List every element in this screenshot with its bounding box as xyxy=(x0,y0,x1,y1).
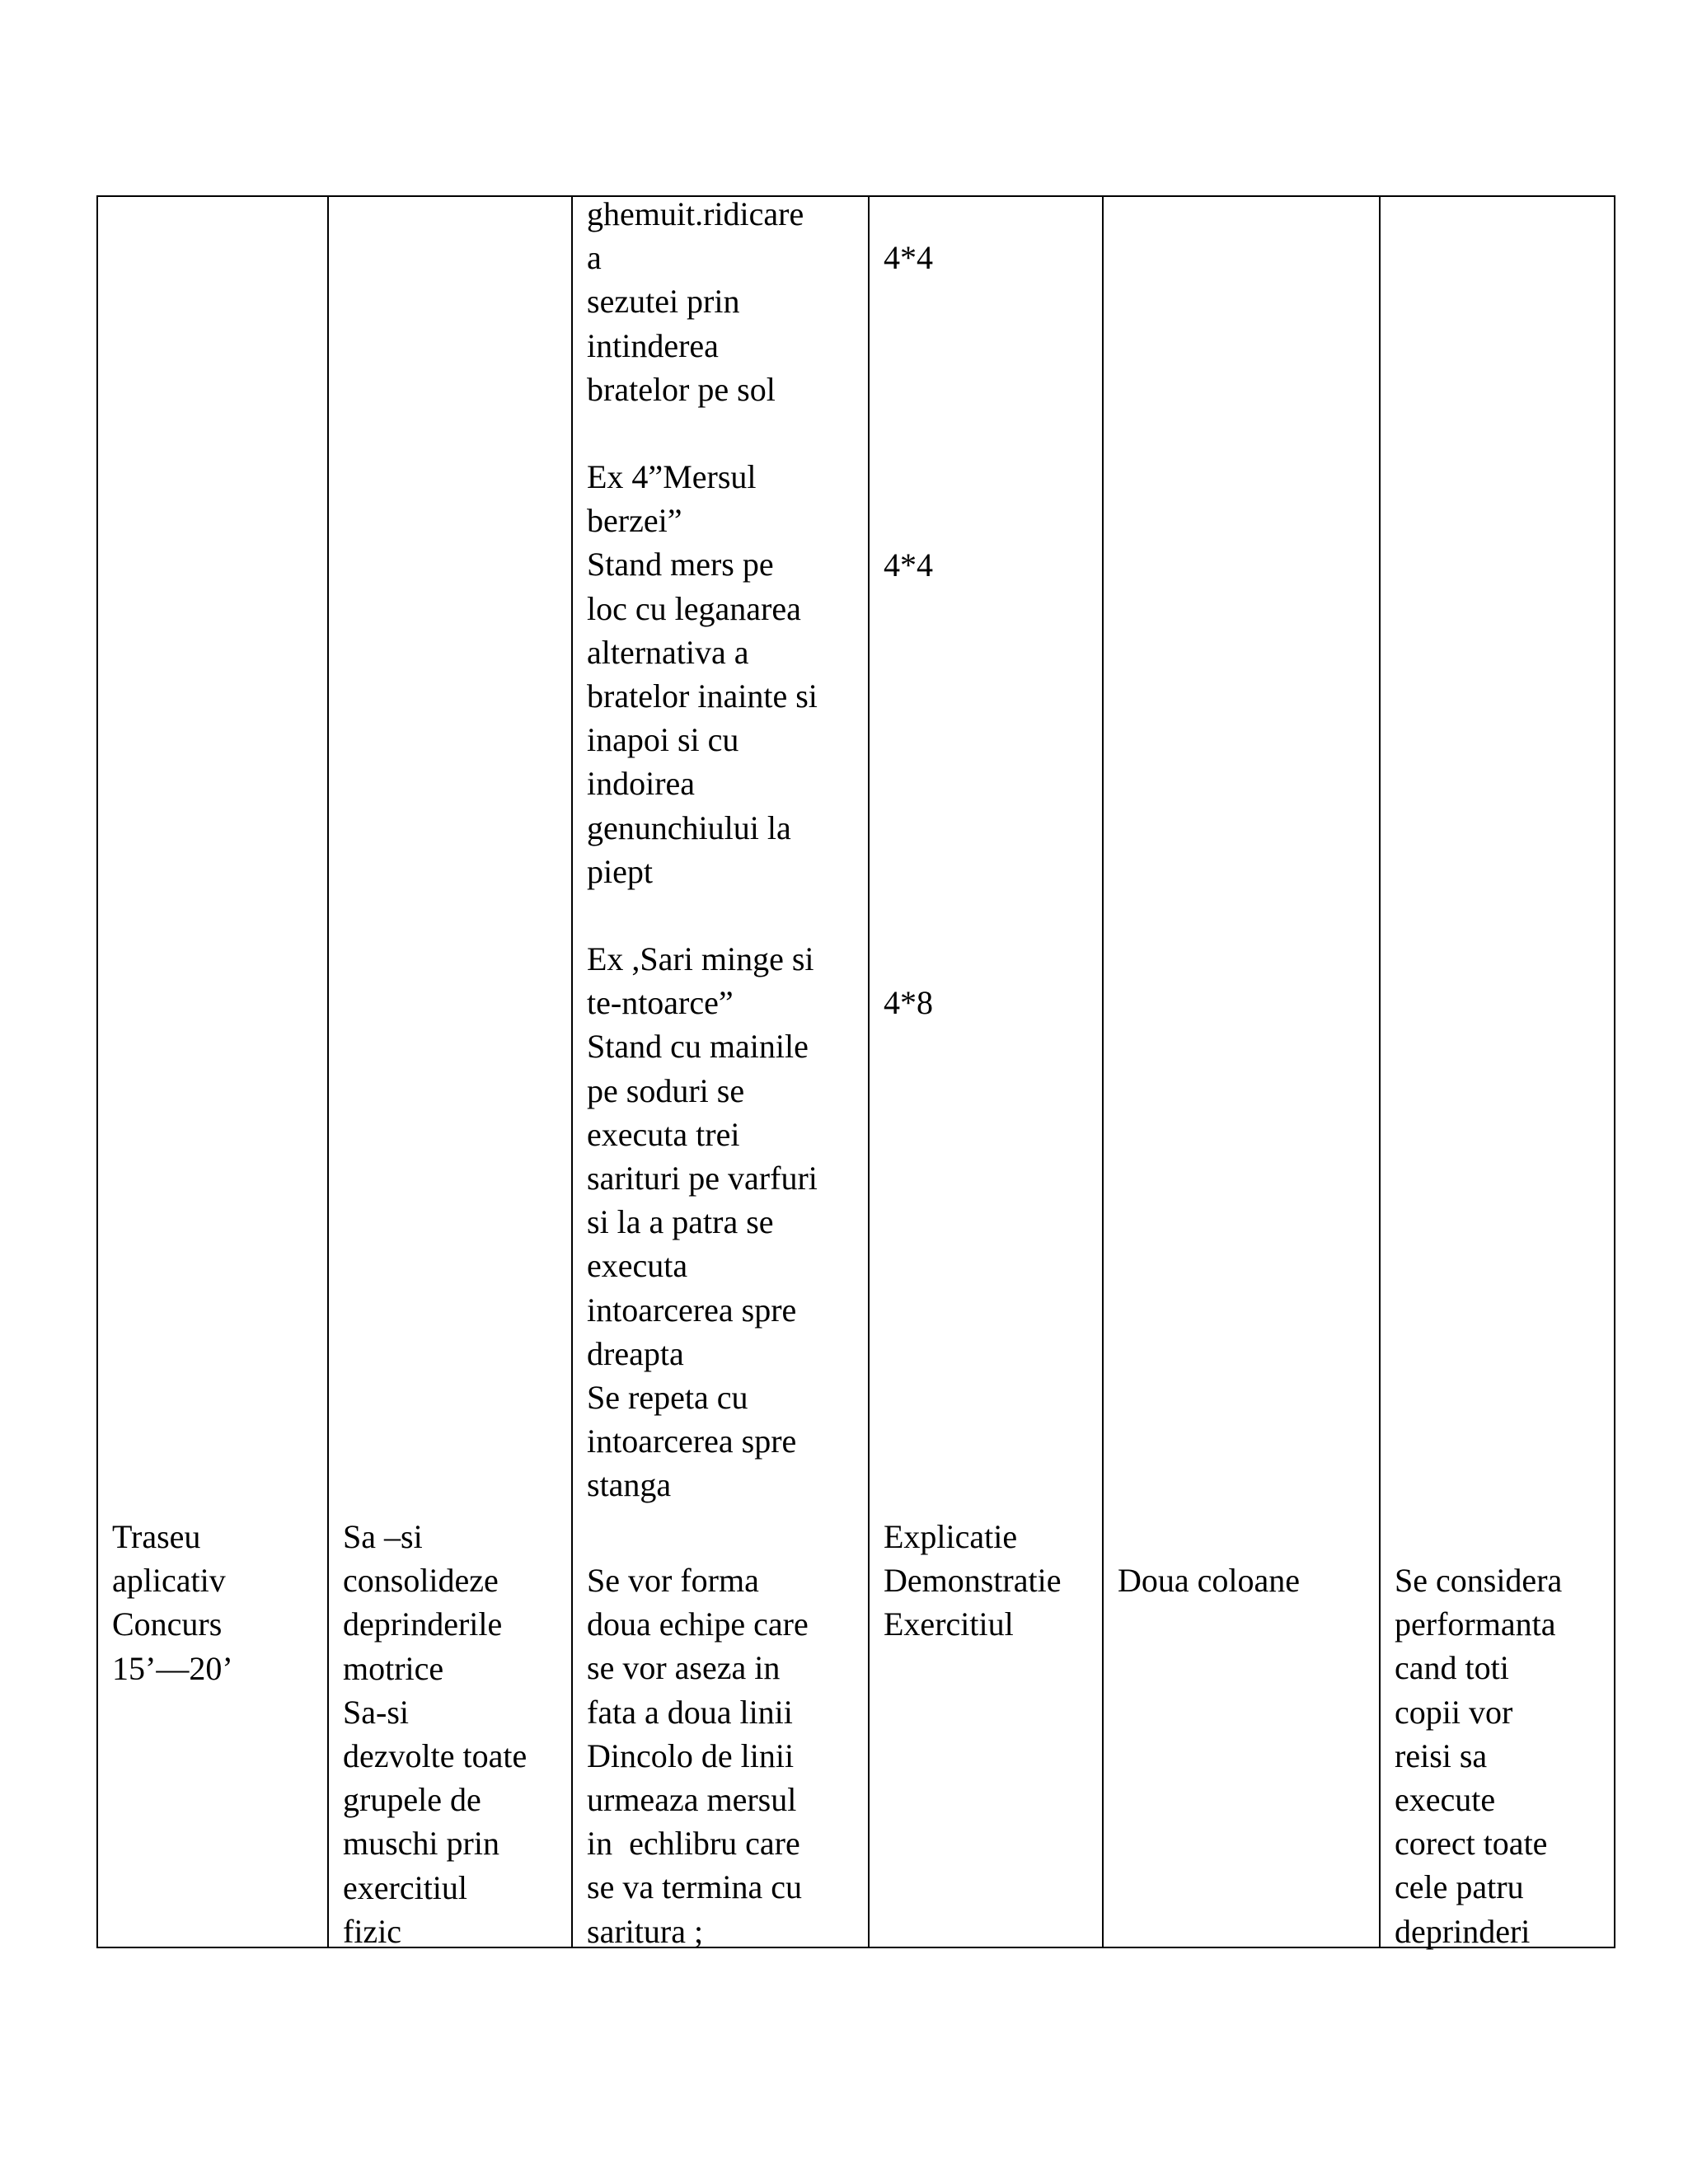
dosage-exercise-3: 4*4 xyxy=(884,239,933,276)
lesson-plan-table xyxy=(96,195,1615,1948)
formation-text: Doua coloane xyxy=(1118,1562,1301,1599)
content-block-exercise-3: ghemuit.ridicare a sezutei prin intinderea bratelor pe sol xyxy=(587,195,804,408)
column-dosage-methods xyxy=(870,197,1104,1947)
evaluation-text: Se considera performanta cand toti copii vor reisi sa execute corect toate cele patru deprinderi xyxy=(1395,1562,1563,1950)
column-activity xyxy=(98,197,329,1947)
objectives-text: Sa –si consolideze deprinderile motrice Sa-si dezvolte toate grupele de muschi prin exercitiul fizic xyxy=(343,1518,528,1950)
column-evaluation xyxy=(1381,197,1615,1950)
activity-text: Traseu aplicativ Concurs 15’—20’ xyxy=(112,1518,233,1687)
column-formation xyxy=(1104,197,1381,1947)
content-block-exercise-5: Ex ,Sari minge si te-ntoarce” Stand cu mainile pe soduri se executa trei sarituri pe varfuri si la a patra se executa intoarcerea spre dreapta Se repeta cu intoarcerea spre stanga xyxy=(587,940,818,1504)
methods-text: Explicatie Demonstratie Exercitiul xyxy=(884,1518,1062,1643)
column-objectives xyxy=(329,197,573,1950)
column-content xyxy=(573,195,870,1950)
dosage-exercise-4: 4*4 xyxy=(884,546,933,583)
content-block-relay: Se vor forma doua echipe care se vor aseza in fata a doua linii Dincolo de linii urmeaza mersul in echlibru care se va termina cu saritura ; xyxy=(587,1562,809,1950)
content-block-exercise-4: Ex 4”Mersul berzei” Stand mers pe loc cu leganarea alternativa a bratelor inainte si inapoi si cu indoirea genunchiului la piept xyxy=(587,458,818,890)
dosage-exercise-5: 4*8 xyxy=(884,984,933,1021)
